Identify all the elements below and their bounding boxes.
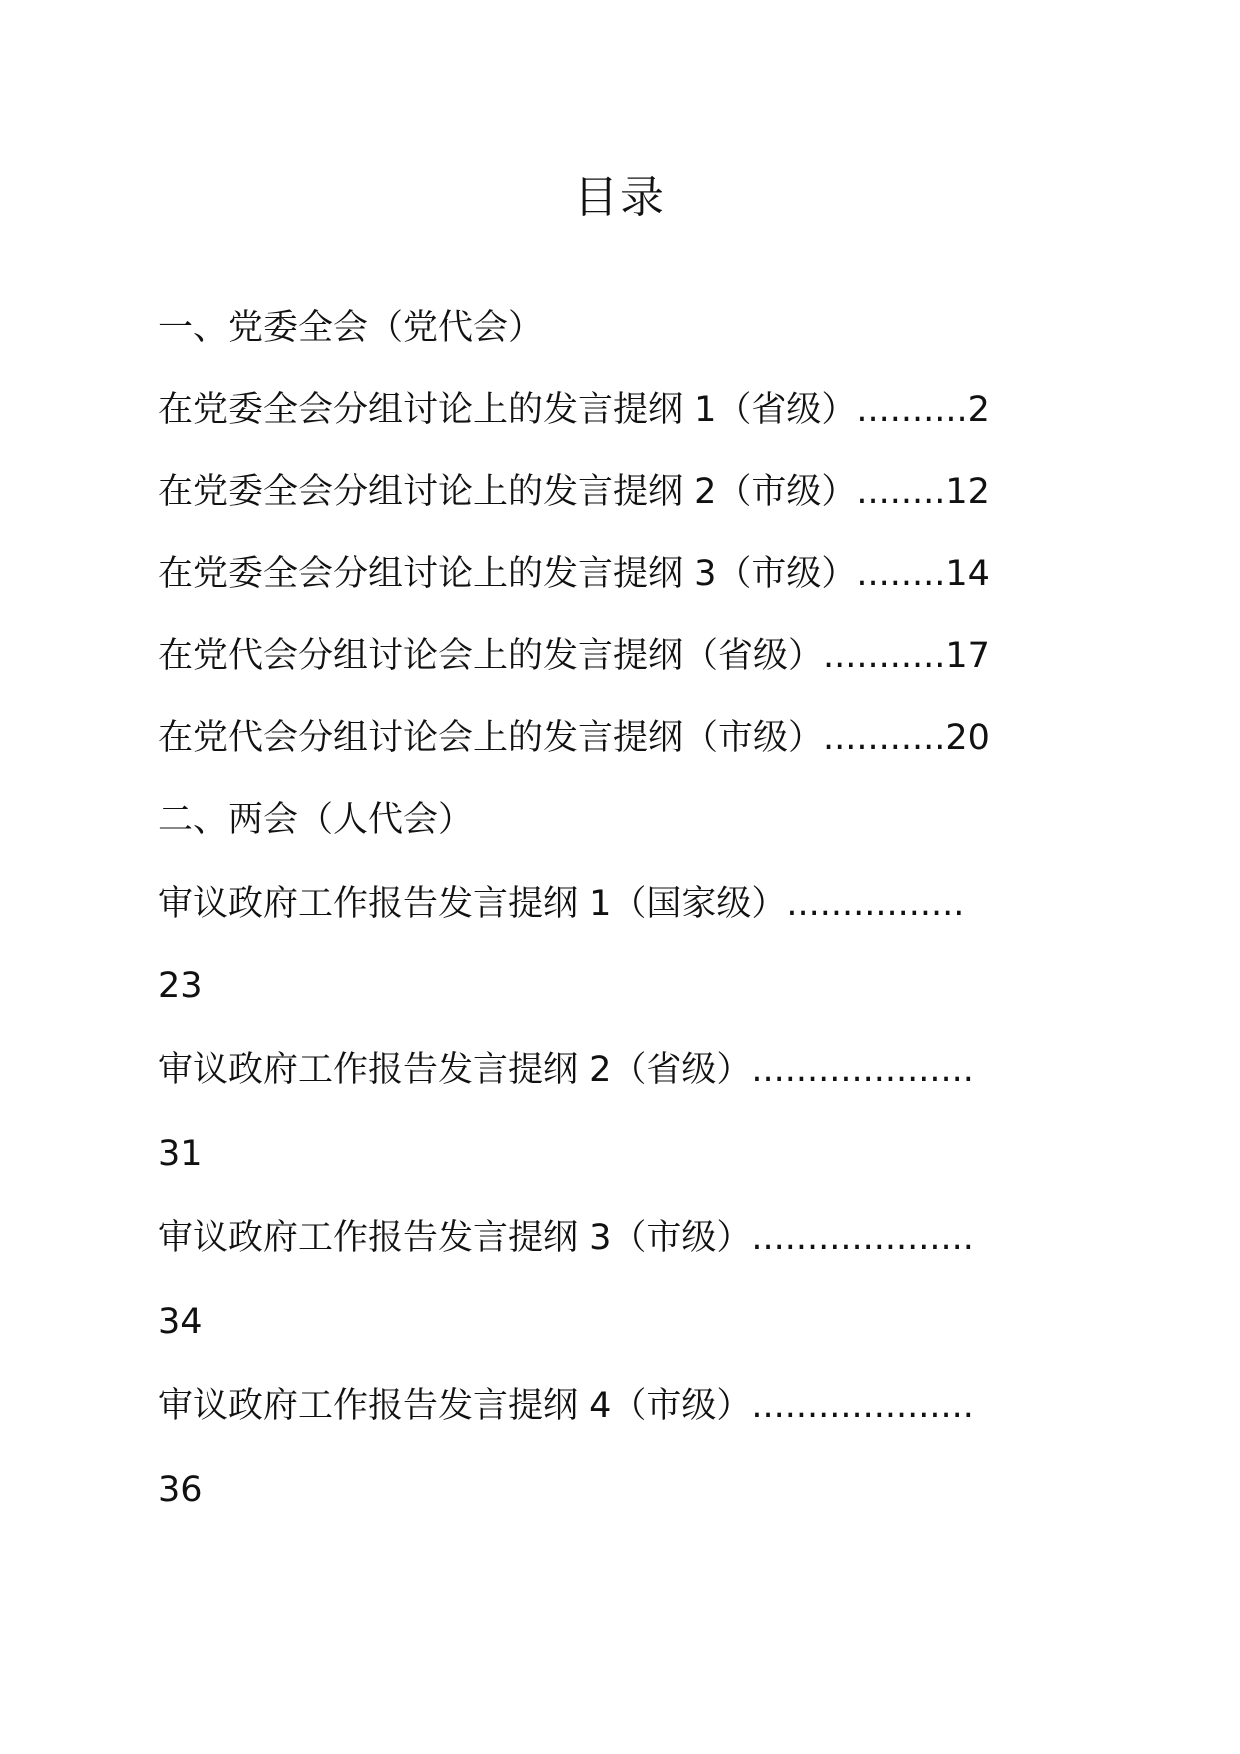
toc-page-number: 23: [158, 966, 203, 1006]
toc-entry: 审议政府工作报告发言提纲 2（省级）....................: [158, 1050, 974, 1090]
toc-section-heading: 一、党委全会（党代会）: [158, 308, 544, 348]
toc-page-number: 31: [158, 1134, 203, 1174]
toc-section-heading: 二、两会（人代会）: [158, 800, 474, 840]
toc-entry: 在党代会分组讨论会上的发言提纲（省级）...........17: [158, 636, 990, 676]
document-title: 目录: [574, 172, 666, 223]
toc-entry: 审议政府工作报告发言提纲 4（市级）....................: [158, 1386, 974, 1426]
toc-entry: 在党代会分组讨论会上的发言提纲（市级）...........20: [158, 718, 990, 758]
toc-entry: 审议政府工作报告发言提纲 1（国家级）................: [158, 884, 965, 924]
toc-entry: 在党委全会分组讨论上的发言提纲 1（省级）..........2: [158, 390, 990, 430]
toc-page-number: 36: [158, 1470, 203, 1510]
toc-page-number: 34: [158, 1302, 203, 1342]
toc-entry: 审议政府工作报告发言提纲 3（市级）....................: [158, 1218, 974, 1258]
toc-entry: 在党委全会分组讨论上的发言提纲 2（市级）........12: [158, 472, 990, 512]
toc-entry: 在党委全会分组讨论上的发言提纲 3（市级）........14: [158, 554, 990, 594]
